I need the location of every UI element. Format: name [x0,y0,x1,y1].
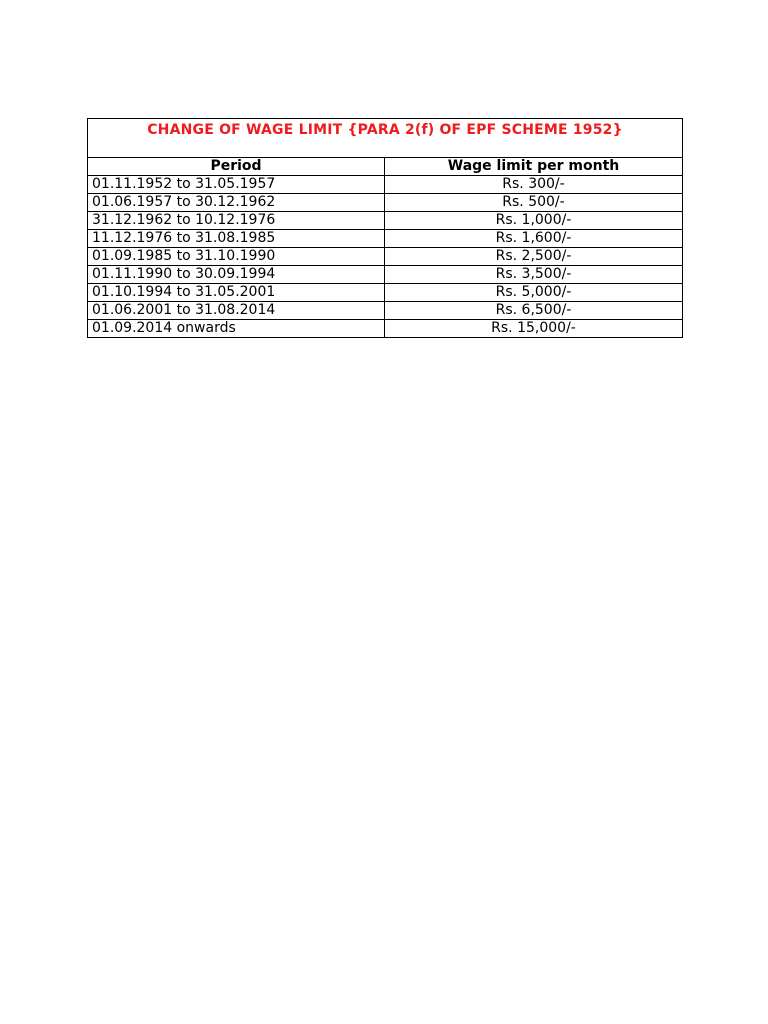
period-cell: 01.06.1957 to 30.12.1962 [88,194,385,212]
period-cell: 01.09.1985 to 31.10.1990 [88,248,385,266]
column-header-period: Period [88,158,385,176]
wage-limit-cell: Rs. 500/- [385,194,683,212]
table-row [88,302,683,320]
period-cell: 31.12.1962 to 10.12.1976 [88,212,385,230]
wage-limit-cell: Rs. 1,600/- [385,230,683,248]
table-title-row [88,119,683,158]
wage-limit-table [87,118,683,338]
wage-limit-cell: Rs. 1,000/- [385,212,683,230]
wage-limit-cell: Rs. 6,500/- [385,302,683,320]
table-row [88,266,683,284]
period-cell: 01.09.2014 onwards [88,320,385,338]
table-header-row [88,158,683,176]
wage-limit-cell: Rs. 5,000/- [385,284,683,302]
period-cell: 01.10.1994 to 31.05.2001 [88,284,385,302]
table-row [88,284,683,302]
wage-limit-cell: Rs. 3,500/- [385,266,683,284]
table-row [88,176,683,194]
period-cell: 01.11.1952 to 31.05.1957 [88,176,385,194]
table-row [88,248,683,266]
wage-limit-cell: Rs. 2,500/- [385,248,683,266]
table-row [88,320,683,338]
period-cell: 11.12.1976 to 31.08.1985 [88,230,385,248]
table-row [88,230,683,248]
wage-limit-cell: Rs. 300/- [385,176,683,194]
column-header-wage-limit: Wage limit per month [385,158,683,176]
table-row [88,194,683,212]
table-title: CHANGE OF WAGE LIMIT {PARA 2(f) OF EPF SCHEME 1952} [88,119,683,158]
table-row [88,212,683,230]
wage-limit-cell: Rs. 15,000/- [385,320,683,338]
period-cell: 01.11.1990 to 30.09.1994 [88,266,385,284]
period-cell: 01.06.2001 to 31.08.2014 [88,302,385,320]
